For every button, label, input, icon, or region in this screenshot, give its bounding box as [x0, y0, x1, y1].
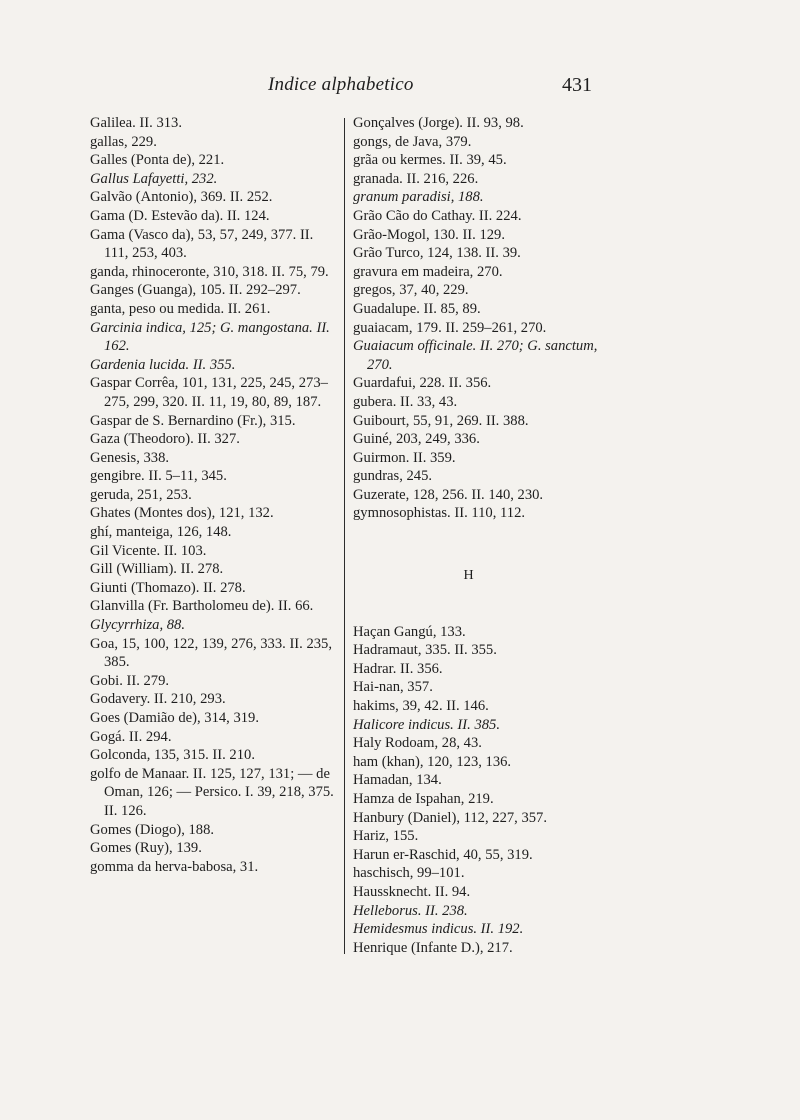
index-entry: Gaspar de S. Bernardino (Fr.), 315.	[90, 412, 296, 429]
index-entry: gengibre. II. 5–11, 345.	[90, 468, 227, 485]
index-entry: Gomes (Diogo), 188.	[90, 821, 215, 838]
index-entry: Ganges (Guanga), 105. II. 292–297.	[90, 282, 301, 299]
index-entry: geruda, 251, 253.	[90, 486, 192, 503]
index-entry: gallas, 229.	[90, 133, 157, 150]
index-entry: Haly Rodoam, 28, 43.	[353, 735, 482, 752]
index-entry: gongs, de Java, 379.	[353, 133, 472, 150]
index-entry: Gil Vicente. II. 103.	[90, 542, 207, 559]
index-entry: ham (khan), 120, 123, 136.	[353, 753, 512, 770]
column-divider	[344, 118, 345, 954]
index-entry: Guirmon. II. 359.	[353, 449, 456, 466]
index-entry: gubera. II. 33, 43.	[353, 393, 458, 410]
index-entry: Guardafui, 228. II. 356.	[353, 375, 492, 392]
index-entry: gundras, 245.	[353, 468, 433, 485]
index-entry: Grão-Mogol, 130. II. 129.	[353, 226, 505, 243]
index-entry: Gallus Lafayetti, 232.	[90, 170, 218, 187]
index-entry: Grão Turco, 124, 138. II. 39.	[353, 245, 521, 262]
index-entry: gymnosophistas. II. 110, 112.	[353, 505, 526, 522]
index-entry: ganta, peso ou medida. II. 261.	[90, 300, 271, 317]
index-entry: Gama (D. Estevão da). II. 124.	[90, 207, 270, 224]
index-entry: Genesis, 338.	[90, 449, 170, 466]
index-entry: grãa ou kermes. II. 39, 45.	[353, 152, 507, 169]
index-entry: Hai-nan, 357.	[353, 679, 433, 696]
index-entry: Guaiacum officinale. II. 270; G. sanctum, 270.	[353, 338, 598, 373]
index-entry: Golconda, 135, 315. II. 210.	[90, 747, 255, 764]
index-entry: Gaza (Theodoro). II. 327.	[90, 431, 240, 448]
index-entry: Helleborus. II. 238.	[353, 902, 468, 919]
index-entry: Ghates (Montes dos), 121, 132.	[90, 505, 274, 522]
index-entry: Harun er-Raschid, 40, 55, 319.	[353, 846, 533, 863]
index-entry: Hanbury (Daniel), 112, 227, 357.	[353, 809, 548, 826]
index-entry: haschisch, 99–101.	[353, 865, 465, 882]
index-entry: Gonçalves (Jorge). II. 93, 98.	[353, 115, 524, 131]
index-entry: Guzerate, 128, 256. II. 140, 230.	[353, 486, 544, 503]
index-entry: Galilea. II. 313.	[90, 115, 182, 131]
index-entry: Gomes (Ruy), 139.	[90, 840, 202, 857]
index-entry: Guibourt, 55, 91, 269. II. 388.	[353, 412, 529, 429]
index-column-right	[353, 114, 615, 957]
index-entry: gomma da herva-babosa, 31.	[90, 858, 259, 875]
index-entry: ganda, rhinoceronte, 310, 318. II. 75, 79.	[90, 263, 329, 280]
index-column-left	[90, 114, 340, 876]
index-entry: Gama (Vasco da), 53, 57, 249, 377. II. 111, 253, 403.	[90, 226, 314, 262]
index-entry: Hariz, 155.	[353, 828, 419, 845]
index-entry: Hamadan, 134.	[353, 772, 442, 789]
index-entry: Glycyrrhiza, 88.	[90, 617, 185, 634]
index-entry: Guiné, 203, 249, 336.	[353, 431, 480, 448]
index-entry: Haussknecht. II. 94.	[353, 883, 471, 900]
index-entry: Hadrar. II. 356.	[353, 660, 443, 677]
index-entry: Galles (Ponta de), 221.	[90, 152, 225, 169]
index-entry: Gardenia lucida. II. 355.	[90, 356, 236, 373]
index-entry: granada. II. 216, 226.	[353, 170, 479, 187]
index-entry: Garcinia indica, 125; G. mangostana. II. 162.	[90, 319, 330, 355]
index-entry: Hamza de Ispahan, 219.	[353, 791, 494, 807]
index-entry: Gobi. II. 279.	[90, 672, 170, 689]
index-entry: Hadramaut, 335. II. 355.	[353, 642, 497, 659]
index-entry: Gill (William). II. 278.	[90, 561, 224, 578]
index-entry: Glanvilla (Fr. Bartholomeu de). II. 66.	[90, 598, 314, 615]
index-entry: Giunti (Thomazo). II. 278.	[90, 579, 246, 596]
section-letter: H	[463, 568, 475, 584]
index-entry: Goa, 15, 100, 122, 139, 276, 333. II. 235, 385.	[90, 635, 332, 671]
index-entry: Halicore indicus. II. 385.	[353, 716, 500, 733]
index-entry: golfo de Manaar. II. 125, 127, 131; — de Oman, 126; — Persico. I. 39, 218, 375. II. 126.	[90, 765, 334, 819]
index-entry: Hemidesmus indicus. II. 192.	[353, 921, 524, 938]
index-entry: Haçan Gangú, 133.	[353, 623, 466, 640]
index-entry: Henrique (Infante D.), 217.	[353, 939, 513, 956]
index-entry: granum paradisi, 188.	[353, 189, 484, 206]
index-entry: ghí, manteiga, 126, 148.	[90, 524, 232, 541]
index-entry: Grão Cão do Cathay. II. 224.	[353, 207, 522, 224]
running-head: Indice alphabetico	[268, 74, 414, 95]
index-entry: Gaspar Corrêa, 101, 131, 225, 245, 273–275, 299, 320. II. 11, 19, 80, 89, 187.	[90, 375, 328, 410]
index-entry: gravura em madeira, 270.	[353, 263, 503, 280]
index-entry: Gogá. II. 294.	[90, 728, 172, 745]
index-entry: hakims, 39, 42. II. 146.	[353, 698, 489, 715]
page-number: 431	[562, 74, 592, 96]
index-entry: Galvão (Antonio), 369. II. 252.	[90, 189, 273, 206]
index-entry: Godavery. II. 210, 293.	[90, 691, 226, 708]
index-entry: Goes (Damião de), 314, 319.	[90, 710, 260, 726]
index-entry: Guadalupe. II. 85, 89.	[353, 300, 481, 317]
index-entry: gregos, 37, 40, 229.	[353, 282, 469, 299]
index-entry: guaiacam, 179. II. 259–261, 270.	[353, 319, 547, 336]
